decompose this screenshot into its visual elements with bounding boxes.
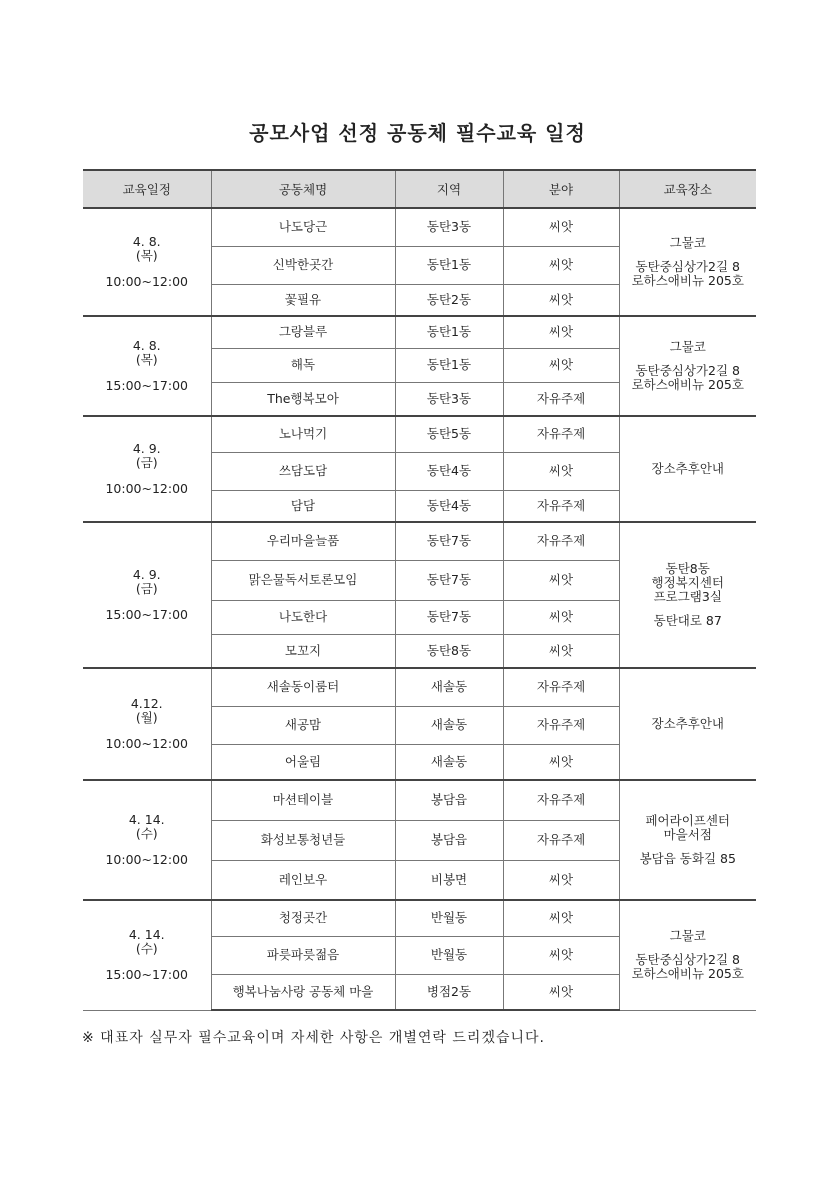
table-row bbox=[83, 900, 756, 936]
community-field: 씨앗 bbox=[503, 936, 619, 974]
community-name: 행복나눔사랑 공동체 마을 bbox=[211, 974, 395, 1010]
community-field: 씨앗 bbox=[503, 974, 619, 1010]
page-title: 공모사업 선정 공동체 필수교육 일정 bbox=[249, 121, 586, 145]
community-region: 동탄1동 bbox=[395, 316, 503, 348]
schedule-date: 4. 14. bbox=[128, 927, 165, 943]
community-region: 병점2동 bbox=[395, 974, 503, 1010]
venue bbox=[619, 900, 756, 1010]
community-region: 동탄4동 bbox=[395, 490, 503, 522]
venue-line: 그물코 bbox=[669, 928, 706, 944]
schedule-time: 15:00~17:00 bbox=[105, 378, 189, 393]
venue bbox=[619, 416, 756, 522]
header-region: 지역 bbox=[395, 170, 503, 208]
schedule-date: 4. 8. bbox=[132, 234, 161, 249]
schedule-datetime bbox=[83, 416, 211, 522]
community-field: 자유주제 bbox=[503, 668, 619, 706]
community-name: 새공맘 bbox=[211, 706, 395, 744]
schedule-datetime bbox=[83, 522, 211, 668]
venue-line: 동탄중심상가2길 8 bbox=[635, 259, 740, 274]
table-row bbox=[83, 522, 756, 560]
community-region: 동탄4동 bbox=[395, 452, 503, 490]
community-field: 자유주제 bbox=[503, 780, 619, 820]
table-row bbox=[83, 780, 756, 820]
community-field: 자유주제 bbox=[503, 706, 619, 744]
venue bbox=[619, 780, 756, 900]
community-name: 맑은물독서토론모임 bbox=[211, 560, 395, 600]
community-field: 씨앗 bbox=[503, 860, 619, 900]
schedule-body bbox=[83, 208, 756, 1010]
schedule-date: 4.12. bbox=[130, 696, 163, 711]
community-name: 청정곳간 bbox=[211, 900, 395, 936]
venue bbox=[619, 668, 756, 780]
community-region: 동탄3동 bbox=[395, 382, 503, 416]
community-region: 동탄1동 bbox=[395, 348, 503, 382]
schedule-day: (월) bbox=[135, 710, 158, 725]
table-row bbox=[83, 668, 756, 706]
community-name: 우리마을늘품 bbox=[211, 522, 395, 560]
community-field: 씨앗 bbox=[503, 348, 619, 382]
community-field: 씨앗 bbox=[503, 600, 619, 634]
schedule-time: 10:00~12:00 bbox=[105, 852, 189, 867]
community-name: 그랑블루 bbox=[211, 316, 395, 348]
community-field: 자유주제 bbox=[503, 382, 619, 416]
community-name: 마션테이블 bbox=[211, 780, 395, 820]
venue-line: 동탄대로 87 bbox=[653, 613, 722, 628]
venue-line: 로하스애비뉴 205호 bbox=[631, 377, 744, 392]
community-region: 동탄1동 bbox=[395, 246, 503, 284]
table-row bbox=[83, 316, 756, 348]
community-field: 씨앗 bbox=[503, 284, 619, 316]
community-name: 해독 bbox=[211, 348, 395, 382]
venue bbox=[619, 522, 756, 668]
venue-line: 장소추후안내 bbox=[651, 461, 724, 476]
community-name: 레인보우 bbox=[211, 860, 395, 900]
schedule-time: 10:00~12:00 bbox=[105, 274, 189, 289]
venue-line: 프로그램3실 bbox=[653, 589, 722, 604]
community-field: 씨앗 bbox=[503, 452, 619, 490]
schedule-datetime bbox=[83, 900, 211, 1010]
header-venue: 교육장소 bbox=[619, 170, 756, 208]
venue-line: 그물코 bbox=[669, 235, 706, 250]
schedule-date: 4. 14. bbox=[128, 812, 165, 827]
venue-line: 로하스애비뉴 205호 bbox=[631, 966, 744, 982]
community-region: 동탄7동 bbox=[395, 600, 503, 634]
schedule-table bbox=[83, 169, 756, 1011]
community-field: 자유주제 bbox=[503, 490, 619, 522]
community-region: 봉담읍 bbox=[395, 780, 503, 820]
community-field: 씨앗 bbox=[503, 900, 619, 936]
venue-line: 로하스애비뉴 205호 bbox=[631, 273, 744, 288]
venue bbox=[619, 316, 756, 416]
community-name: 쓰담도담 bbox=[211, 452, 395, 490]
community-region: 동탄7동 bbox=[395, 560, 503, 600]
community-name: 신박한곳간 bbox=[211, 246, 395, 284]
community-field: 씨앗 bbox=[503, 208, 619, 246]
schedule-day: (수) bbox=[135, 826, 158, 841]
community-field: 씨앗 bbox=[503, 744, 619, 780]
community-region: 동탄3동 bbox=[395, 208, 503, 246]
community-name: 꽃필유 bbox=[211, 284, 395, 316]
community-name: 모꼬지 bbox=[211, 634, 395, 668]
schedule-time: 15:00~17:00 bbox=[105, 967, 189, 983]
header-community: 공동체명 bbox=[211, 170, 395, 208]
schedule-datetime bbox=[83, 780, 211, 900]
venue-line: 행정복지센터 bbox=[651, 575, 724, 590]
community-region: 반월동 bbox=[395, 900, 503, 936]
schedule-date: 4. 8. bbox=[132, 338, 161, 353]
schedule-day: (목) bbox=[135, 352, 158, 367]
venue-line: 동탄8동 bbox=[665, 561, 710, 576]
schedule-datetime bbox=[83, 668, 211, 780]
community-name: The행복모아 bbox=[211, 382, 395, 416]
community-region: 비봉면 bbox=[395, 860, 503, 900]
venue-line: 그물코 bbox=[669, 339, 706, 354]
community-field: 자유주제 bbox=[503, 820, 619, 860]
venue-line: 마을서점 bbox=[663, 827, 712, 842]
community-name: 화성보통청년들 bbox=[211, 820, 395, 860]
community-name: 파릇파릇젊음 bbox=[211, 936, 395, 974]
header-field: 분야 bbox=[503, 170, 619, 208]
header-date: 교육일정 bbox=[83, 170, 211, 208]
schedule-day: (목) bbox=[135, 248, 158, 263]
schedule-datetime bbox=[83, 316, 211, 416]
schedule-time: 10:00~12:00 bbox=[105, 736, 189, 751]
community-region: 동탄2동 bbox=[395, 284, 503, 316]
community-field: 씨앗 bbox=[503, 634, 619, 668]
community-region: 동탄7동 bbox=[395, 522, 503, 560]
schedule-date: 4. 9. bbox=[132, 441, 161, 456]
schedule-day: (수) bbox=[135, 941, 158, 957]
venue bbox=[619, 208, 756, 316]
community-name: 노나먹기 bbox=[211, 416, 395, 452]
schedule-date: 4. 9. bbox=[132, 567, 161, 582]
schedule-day: (금) bbox=[135, 581, 158, 596]
community-region: 새솔동 bbox=[395, 744, 503, 780]
community-region: 새솔동 bbox=[395, 706, 503, 744]
venue-line: 동탄중심상가2길 8 bbox=[635, 952, 740, 968]
schedule-time: 15:00~17:00 bbox=[105, 607, 189, 622]
schedule-time: 10:00~12:00 bbox=[105, 481, 189, 496]
community-name: 새솔동이룸터 bbox=[211, 668, 395, 706]
community-field: 씨앗 bbox=[503, 560, 619, 600]
footnote: ※ 대표자 실무자 필수교육이며 자세한 사항은 개별연락 드리겠습니다. bbox=[82, 1030, 546, 1046]
schedule-day: (금) bbox=[135, 455, 158, 470]
table-row bbox=[83, 416, 756, 452]
community-field: 씨앗 bbox=[503, 246, 619, 284]
table-header-row bbox=[83, 170, 756, 208]
community-field: 씨앗 bbox=[503, 316, 619, 348]
community-region: 새솔동 bbox=[395, 668, 503, 706]
community-name: 나도한다 bbox=[211, 600, 395, 634]
schedule-datetime bbox=[83, 208, 211, 316]
community-name: 어울림 bbox=[211, 744, 395, 780]
community-region: 동탄5동 bbox=[395, 416, 503, 452]
community-name: 나도당근 bbox=[211, 208, 395, 246]
venue-line: 페어라이프센터 bbox=[645, 813, 731, 828]
venue-line: 동탄중심상가2길 8 bbox=[635, 363, 740, 378]
community-field: 자유주제 bbox=[503, 416, 619, 452]
community-region: 반월동 bbox=[395, 936, 503, 974]
community-region: 동탄8동 bbox=[395, 634, 503, 668]
community-name: 담담 bbox=[211, 490, 395, 522]
venue-line: 장소추후안내 bbox=[651, 716, 724, 731]
community-field: 자유주제 bbox=[503, 522, 619, 560]
table-row bbox=[83, 208, 756, 246]
community-region: 봉담읍 bbox=[395, 820, 503, 860]
venue-line: 봉담읍 동화길 85 bbox=[639, 851, 736, 866]
